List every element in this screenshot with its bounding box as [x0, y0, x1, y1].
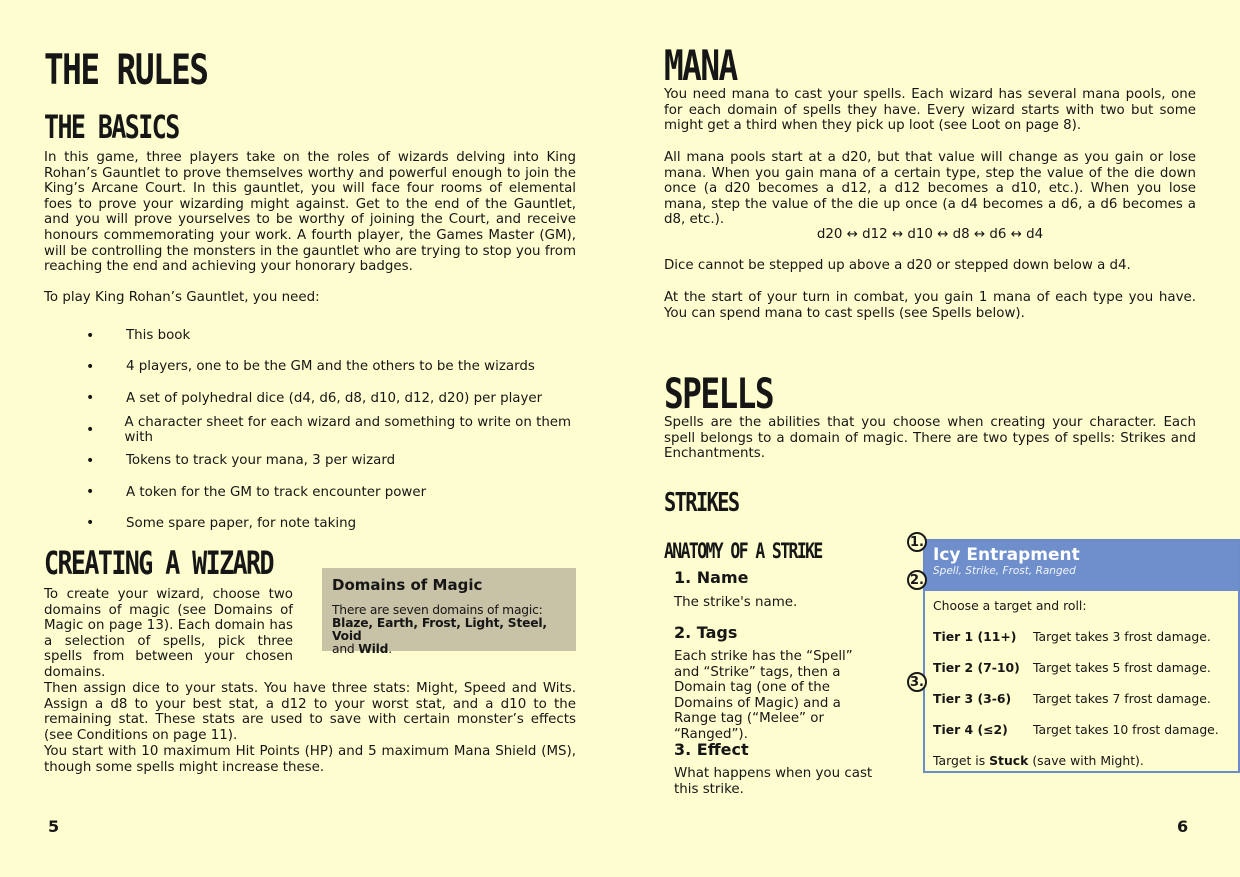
- page-number-right: 6: [1177, 817, 1189, 836]
- spell-tags: Spell, Strike, Frost, Ranged: [933, 565, 1076, 577]
- list-item: • Some spare paper, for note taking: [86, 515, 357, 532]
- basics-heading: THE BASICS: [44, 108, 179, 146]
- list-item: • A token for the GM to track encounter power: [86, 484, 427, 501]
- spells-heading: SPELLS: [664, 369, 773, 418]
- mana-paragraph-2: All mana pools start at a d20, but that value will change as you gain or lose mana. When you gain mana of a certain type, step the value of the die down once (a d20 becomes a d12, a d12 becomes a d10, etc.). When you lose mana, step the value of the die up once (a d4 becomes a d6, a d6 becomes a d8, etc.).: [664, 150, 1196, 228]
- requirements-list: [86, 320, 586, 539]
- hp-paragraph: You start with 10 maximum Hit Points (HP) and 5 maximum Mana Shield (MS), though some spells might increase these.: [44, 744, 576, 775]
- mana-paragraph-3: Dice cannot be stepped up above a d20 or stepped down below a d4.: [664, 258, 1131, 273]
- list-item: • A character sheet for each wizard and something to write on them with: [86, 414, 572, 445]
- spell-footer: Target is Stuck (save with Might).: [933, 753, 1144, 768]
- stats-paragraph: Then assign dice to your stats. You have three stats: Might, Speed and Wits. Assign a d8 to your best stat, a d12 to your worst stat, and a d10 to the remaining stat. These stats are used to save with certain monster’s effects (see Conditions on page 11).: [44, 681, 576, 743]
- tags-subheading: 2. Tags: [674, 623, 738, 642]
- list-item: • A set of polyhedral dice (d4, d6, d8, d10, d12, d20) per player: [86, 390, 543, 407]
- anatomy-heading: ANATOMY OF A STRIKE: [664, 539, 822, 563]
- spell-card: [923, 539, 1240, 773]
- tier-row: Tier 3 (3-6) Target takes 7 frost damage.: [933, 691, 1211, 706]
- effect-subheading: 3. Effect: [674, 740, 749, 759]
- basics-paragraph: In this game, three players take on the roles of wizards delving into King Rohan’s Gauntlet to prove themselves worthy and powerful enough to join the King’s Arcane Court. In this gauntlet, you will face four rooms of elemental foes to prove your wizarding might against. Get to the end of the Gauntlet, and you will prove yourselves to be worthy of joining the Court, and receive honours commemorating your work. A fourth player, the Games Master (GM), will be controlling the monsters in the gauntlet who are trying to stop you from reaching the end and achieving your honorary badges.: [44, 150, 576, 275]
- name-subheading: 1. Name: [674, 568, 749, 587]
- callout-2: 2.: [907, 570, 927, 590]
- tags-paragraph: Each strike has the “Spell” and “Strike” tags, then a Domain tag (one of the Domains of Magic) and a Range tag (“Melee” or “Ranged”).: [674, 649, 853, 742]
- name-paragraph: The strike's name.: [674, 595, 798, 610]
- mana-paragraph-4: At the start of your turn in combat, you gain 1 mana of each type you have. You can spend mana to cast spells (see Spells below).: [664, 290, 1196, 321]
- mana-paragraph-1: You need mana to cast your spells. Each wizard has several mana pools, one for each domain of spells they have. Every wizard starts with two but some might get a third when they pick up loot (see Loot on page 8).: [664, 87, 1196, 134]
- page-title: THE RULES: [44, 45, 208, 94]
- domains-sidebar: [322, 568, 576, 656]
- strikes-heading: STRIKES: [664, 488, 739, 518]
- tier-row: Tier 1 (11+) Target takes 3 frost damage.: [933, 629, 1211, 644]
- dice-chain: d20 ↔ d12 ↔ d10 ↔ d8 ↔ d6 ↔ d4: [816, 227, 1044, 242]
- need-intro: To play King Rohan’s Gauntlet, you need:: [44, 290, 320, 305]
- creating-paragraph: To create your wizard, choose two domains of magic (see Domains of Magic on page 13). Each domain has a selection of spells, pick three spells from between your chosen domains.: [44, 587, 293, 680]
- list-item: • This book: [86, 327, 191, 344]
- tier-row: Tier 2 (7-10) Target takes 5 frost damage.: [933, 660, 1211, 675]
- effect-paragraph: What happens when you cast this strike.: [674, 766, 873, 797]
- tier-row: Tier 4 (≤2) Target takes 10 frost damage.: [933, 722, 1219, 737]
- list-item: • 4 players, one to be the GM and the others to be the wizards: [86, 358, 535, 375]
- callout-3: 3.: [907, 672, 927, 692]
- sidebar-body: There are seven domains of magic: Blaze, Earth, Frost, Light, Steel, Void and Wild.: [332, 603, 547, 656]
- sidebar-title: Domains of Magic: [332, 576, 483, 594]
- creating-heading: CREATING A WIZARD: [44, 544, 273, 582]
- mana-heading: MANA: [664, 41, 737, 90]
- spells-paragraph: Spells are the abilities that you choose when creating your character. Each spell belongs to a domain of magic. There are two types of spells: Strikes and Enchantments.: [664, 415, 1196, 462]
- list-item: • Tokens to track your mana, 3 per wizard: [86, 452, 396, 469]
- page-number-left: 5: [48, 817, 60, 836]
- spell-card-header: [925, 541, 1238, 591]
- spell-name: Icy Entrapment: [933, 545, 1080, 565]
- callout-1: 1.: [907, 532, 927, 552]
- spell-instruction: Choose a target and roll:: [933, 598, 1087, 613]
